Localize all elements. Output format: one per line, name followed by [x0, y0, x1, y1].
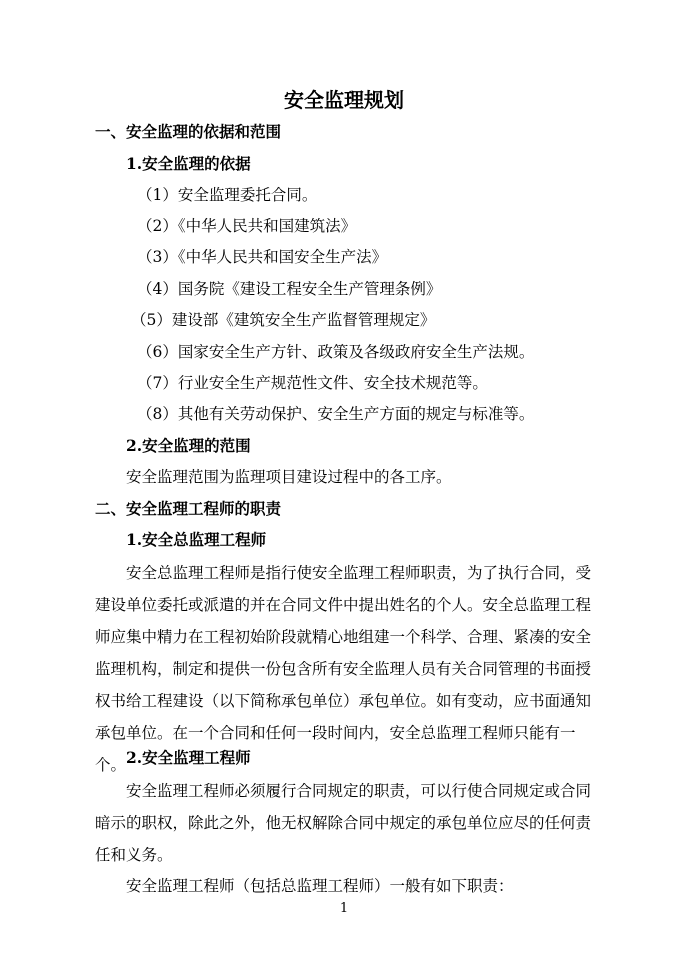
- basis-item: （6）国家安全生产方针、政策及各级政府安全生产法规。: [137, 343, 535, 361]
- section-2-2-heading: 2.安全监理工程师: [126, 748, 251, 767]
- basis-item: （3）《中华人民共和国安全生产法》: [137, 248, 388, 266]
- basis-item: （7）行业安全生产规范性文件、安全技术规范等。: [137, 374, 488, 392]
- document-title: 安全监理规划: [284, 88, 404, 112]
- section-2-1-heading: 1.安全总监理工程师: [126, 530, 267, 549]
- basis-item: （1）安全监理委托合同。: [137, 186, 318, 204]
- engineer-duties-intro: 安全监理工程师（包括总监理工程师）一般有如下职责：: [126, 877, 514, 895]
- section-2-heading: 二、安全监理工程师的职责: [95, 499, 282, 518]
- section-1-heading: 一、安全监理的依据和范围: [95, 122, 282, 141]
- basis-item: （2）《中华人民共和国建筑法》: [137, 217, 357, 235]
- basis-item: （4）国务院《建设工程安全生产管理条例》: [137, 280, 442, 298]
- scope-text: 安全监理范围为监理项目建设过程中的各工序。: [126, 468, 452, 486]
- basis-item: （8）其他有关劳动保护、安全生产方面的规定与标准等。: [137, 405, 535, 423]
- basis-item: （5）建设部《建筑安全生产监督管理规定》: [131, 311, 436, 329]
- section-1-2-heading: 2.安全监理的范围: [126, 436, 251, 455]
- chief-engineer-paragraph: 安全总监理工程师是指行使安全监理工程师职责，为了执行合同，受建设单位委托或派遣的并在合同文件中提出姓名的个人。安全总监理工程师应集中精力在工程初始阶段就精心地组建一个科学、合理、紧凑的安全监理机构，制定和提供一份包含所有安全监理人员有关合同管理的书面授权书给工程建设（以下简称承包单位）承包单位。如有变动，应书面通知承包单位。在一个合同和任何一段时间内，安全总监理工程师只能有一个。: [95, 564, 592, 774]
- section-1-1-heading: 1.安全监理的依据: [126, 154, 251, 173]
- engineer-paragraph: 安全监理工程师必须履行合同规定的职责，可以行使合同规定或合同暗示的职权，除此之外，他无权解除合同中规定的承包单位应尽的任何责任和义务。: [95, 782, 592, 864]
- page-number: 1: [339, 901, 349, 916]
